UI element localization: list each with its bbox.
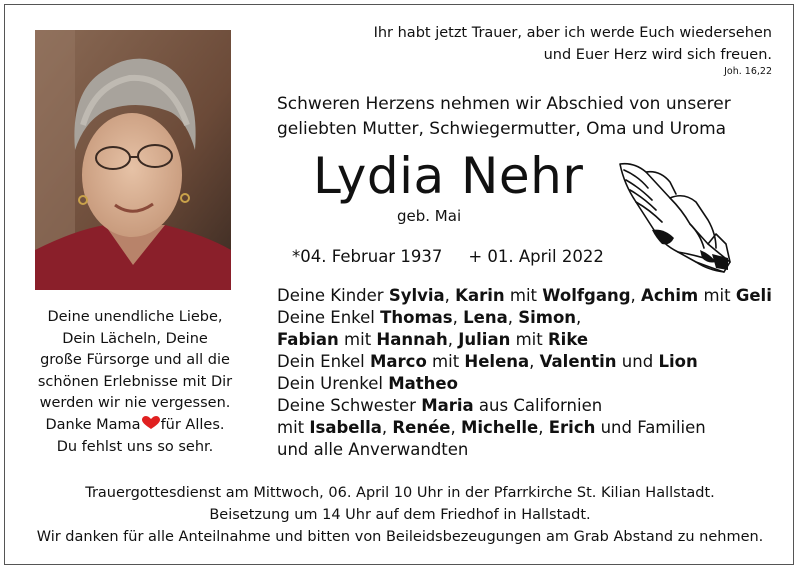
family-member-name: Wolfgang bbox=[542, 286, 631, 305]
family-list bbox=[277, 285, 777, 461]
family-text: , bbox=[576, 308, 582, 327]
family-text: mit bbox=[338, 330, 377, 349]
footer-line-3: Wir danken für alle Anteilnahme und bitten von Beileidsbezeugungen am Grab Abstand zu nehmen. bbox=[36, 529, 764, 545]
family-member-name: Karin bbox=[455, 286, 505, 305]
family-text: Dein Enkel bbox=[277, 352, 370, 371]
quote-reference: Joh. 16,22 bbox=[724, 66, 772, 77]
family-text: , bbox=[529, 352, 540, 371]
family-member-name: Erich bbox=[548, 418, 596, 437]
family-line bbox=[277, 373, 777, 395]
family-member-name: Achim bbox=[641, 286, 699, 305]
footer-line-1: Trauergottesdienst am Mittwoch, 06. April 10 Uhr in der Pfarrkirche St. Kilian Hallstadt. bbox=[85, 485, 715, 501]
family-text: mit bbox=[426, 352, 465, 371]
family-member-name: Hannah bbox=[376, 330, 448, 349]
intro-text bbox=[277, 92, 747, 142]
verse-line-1: Deine unendliche Liebe, bbox=[47, 309, 223, 325]
family-member-name: Michelle bbox=[460, 418, 539, 437]
family-member-name: Sylvia bbox=[388, 286, 445, 305]
verse-line-2: Dein Lächeln, Deine bbox=[62, 330, 208, 347]
family-member-name: Fabian bbox=[277, 330, 339, 349]
family-line bbox=[277, 351, 777, 373]
family-text: , bbox=[452, 308, 464, 327]
verse-line-6: Danke Mama für Alles. bbox=[45, 416, 225, 433]
family-member-name: Valentin bbox=[539, 352, 617, 371]
family-text: , bbox=[630, 286, 642, 305]
family-member-name: Rike bbox=[547, 330, 589, 349]
praying-hands-icon bbox=[612, 158, 736, 276]
family-member-name: Lena bbox=[463, 308, 508, 327]
family-text: mit bbox=[698, 286, 736, 305]
family-text: mit bbox=[504, 286, 543, 305]
footer-line-2: Beisetzung um 14 Uhr auf dem Friedhof in Hallstadt. bbox=[209, 507, 591, 523]
family-text: , bbox=[381, 418, 393, 437]
family-text: aus Californien bbox=[473, 396, 603, 415]
family-text: , bbox=[507, 308, 519, 327]
family-text: , bbox=[444, 286, 456, 305]
family-line bbox=[277, 439, 777, 461]
family-text: und Familien bbox=[595, 418, 706, 437]
intro-line-2: geliebten Mutter, Schwiegermutter, Oma und Uroma bbox=[277, 119, 727, 139]
family-line bbox=[277, 417, 777, 439]
family-text: Deine Enkel bbox=[277, 308, 381, 327]
birth-date: *04. Februar 1937 bbox=[292, 247, 443, 266]
family-text: , bbox=[447, 330, 459, 349]
family-member-name: Marco bbox=[369, 352, 427, 371]
death-date: + 01. April 2022 bbox=[468, 247, 604, 266]
family-text: mit bbox=[510, 330, 548, 349]
deceased-name: Lydia Nehr bbox=[313, 147, 584, 205]
family-text: , bbox=[538, 418, 549, 437]
verse-line-7: Du fehlst uns so sehr. bbox=[56, 438, 214, 455]
family-text: Deine Kinder bbox=[277, 286, 389, 305]
family-text: und bbox=[616, 352, 659, 371]
family-member-name: Isabella bbox=[309, 418, 382, 437]
family-line bbox=[277, 285, 777, 307]
birth-name: geb. Mai bbox=[397, 207, 462, 225]
family-member-name: Julian bbox=[458, 330, 511, 349]
family-member-name: Matheo bbox=[388, 374, 458, 393]
family-member-name: Geli bbox=[735, 286, 772, 305]
family-line bbox=[277, 395, 777, 417]
heart-icon bbox=[142, 416, 160, 430]
family-member-name: Renée bbox=[392, 418, 451, 437]
verse-line-4: schönen Erlebnisse mit Dir bbox=[37, 373, 233, 390]
family-member-name: Maria bbox=[421, 396, 474, 415]
memorial-verse bbox=[30, 307, 240, 458]
family-text: mit bbox=[277, 418, 310, 437]
family-member-name: Thomas bbox=[380, 308, 453, 327]
intro-line-1: Schweren Herzens nehmen wir Abschied von unserer bbox=[277, 94, 731, 114]
family-line bbox=[277, 307, 777, 329]
portrait-photo bbox=[35, 30, 231, 290]
verse-line-3: große Fürsorge und all die bbox=[40, 352, 230, 369]
family-text: und alle Anverwandten bbox=[277, 440, 469, 459]
family-member-name: Simon bbox=[518, 308, 577, 327]
family-text: Deine Schwester bbox=[277, 396, 422, 415]
bible-quote bbox=[352, 22, 772, 78]
family-member-name: Lion bbox=[658, 352, 698, 371]
quote-line-1: Ihr habt jetzt Trauer, aber ich werde Euch wiedersehen bbox=[373, 25, 772, 41]
quote-line-2: und Euer Herz wird sich freuen. bbox=[543, 47, 772, 63]
life-dates bbox=[292, 246, 630, 268]
family-member-name: Helena bbox=[464, 352, 530, 371]
family-line bbox=[277, 329, 777, 351]
verse-line-5: werden wir nie vergessen. bbox=[39, 395, 231, 412]
family-text: , bbox=[450, 418, 461, 437]
service-info bbox=[20, 482, 780, 548]
family-text: Dein Urenkel bbox=[277, 374, 389, 393]
